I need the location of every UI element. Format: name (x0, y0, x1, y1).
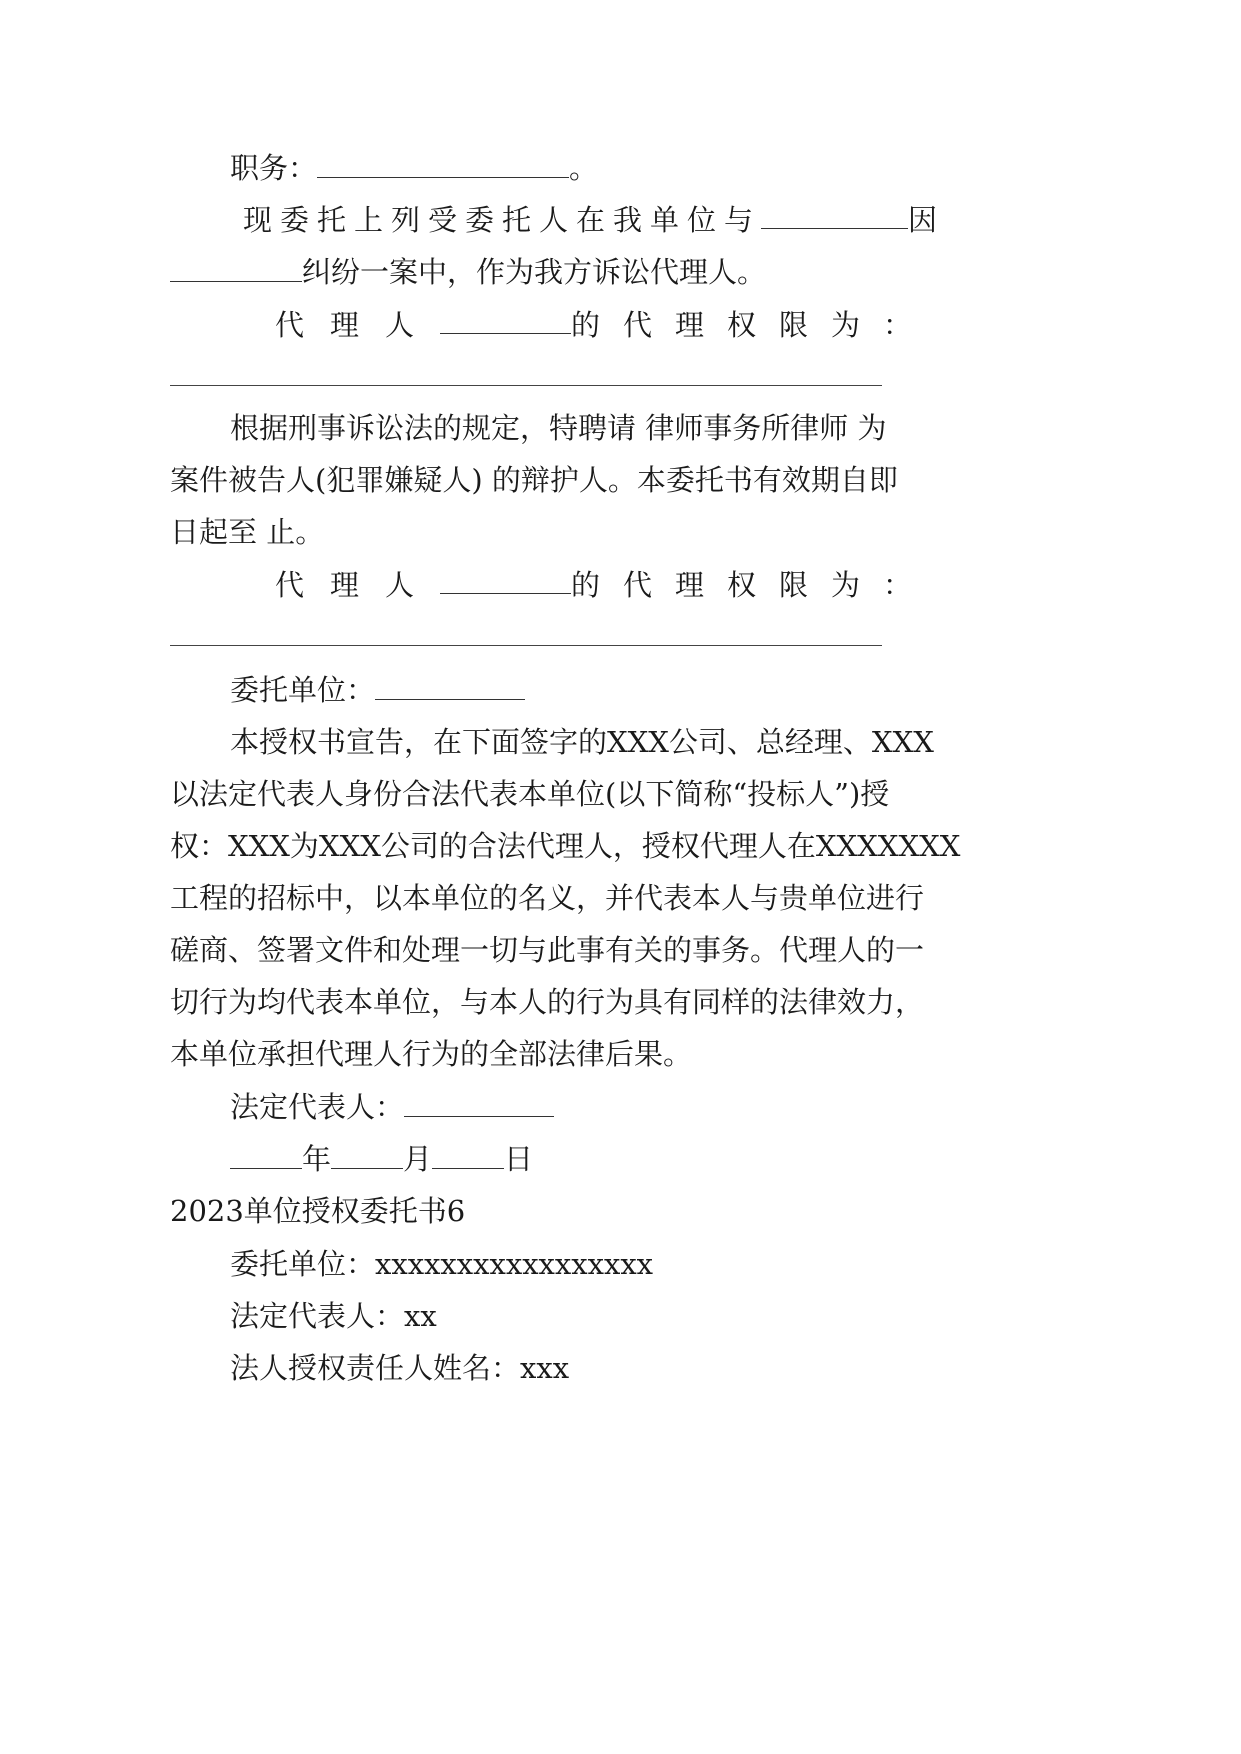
legal-rep-line (230, 1087, 554, 1127)
scope-rule-2 (170, 645, 882, 646)
entrust-text-a: 现委托上列受委托人在我单位与 (243, 203, 762, 237)
entrust-text-b: 因 (907, 203, 937, 237)
position-end: 。 (569, 151, 599, 185)
entrusting-unit-line (230, 670, 525, 710)
legal-rep-label: 法定代表人： (230, 1090, 405, 1124)
s6-legal-rep: 法定代表人：xx (230, 1299, 437, 1333)
position-blank (317, 149, 569, 178)
day-blank (432, 1140, 504, 1169)
month-label: 月 (403, 1142, 433, 1176)
entrust-line-1 (243, 200, 937, 240)
s6-responsible-person: 法人授权责任人姓名：xxx (230, 1351, 570, 1385)
scope-rule-1 (170, 385, 882, 386)
legal-rep-blank (404, 1088, 554, 1117)
year-label: 年 (302, 1142, 332, 1176)
entrust-party-blank (761, 200, 908, 229)
scope-label-2b: 的代理权限为： (570, 568, 935, 602)
auth-line-3: 权：XXX为XXX公司的合法代理人，授权代理人在XXXXXXX (170, 829, 961, 863)
scope-label-2a: 代理人 (275, 568, 441, 602)
section-title: 2023单位授权委托书6 (170, 1194, 466, 1228)
scope-line-2 (275, 565, 935, 605)
entrusting-unit-blank (375, 671, 525, 700)
agent-blank-1 (440, 305, 571, 334)
position-line (230, 148, 598, 188)
date-line (230, 1139, 533, 1179)
scope-label-1b: 的代理权限为： (570, 308, 935, 342)
scope-line-1 (275, 305, 935, 345)
auth-line-2: 以法定代表人身份合法代表本单位(以下简称“投标人”)授 (170, 777, 890, 811)
month-blank (331, 1140, 403, 1169)
defense-line-3: 日起至 止。 (170, 515, 325, 549)
entrusting-unit-label: 委托单位： (230, 673, 376, 707)
dispute-blank (170, 253, 302, 282)
entrust-line-2 (170, 252, 766, 292)
agent-blank-2 (440, 565, 571, 594)
auth-line-6: 切行为均代表本单位，与本人的行为具有同样的法律效力， (170, 985, 925, 1019)
auth-line-5: 磋商、签署文件和处理一切与此事有关的事务。代理人的一 (170, 933, 925, 967)
defense-line-1: 根据刑事诉讼法的规定，特聘请 律师事务所律师 为 (230, 411, 887, 445)
defense-line-2: 案件被告人(犯罪嫌疑人) 的辩护人。本委托书有效期自即 (170, 463, 898, 497)
auth-line-1: 本授权书宣告，在下面签字的XXX公司、总经理、XXX (230, 725, 934, 759)
auth-line-7: 本单位承担代理人行为的全部法律后果。 (170, 1037, 693, 1071)
position-label: 职务： (230, 151, 318, 185)
entrust-text-c: 纠纷一案中，作为我方诉讼代理人。 (302, 255, 767, 289)
auth-line-4: 工程的招标中，以本单位的名义，并代表本人与贵单位进行 (170, 881, 925, 915)
day-label: 日 (504, 1142, 534, 1176)
scope-label-1a: 代理人 (275, 308, 441, 342)
s6-entrusting-unit: 委托单位：xxxxxxxxxxxxxxxxx (230, 1247, 654, 1281)
year-blank (230, 1140, 302, 1169)
